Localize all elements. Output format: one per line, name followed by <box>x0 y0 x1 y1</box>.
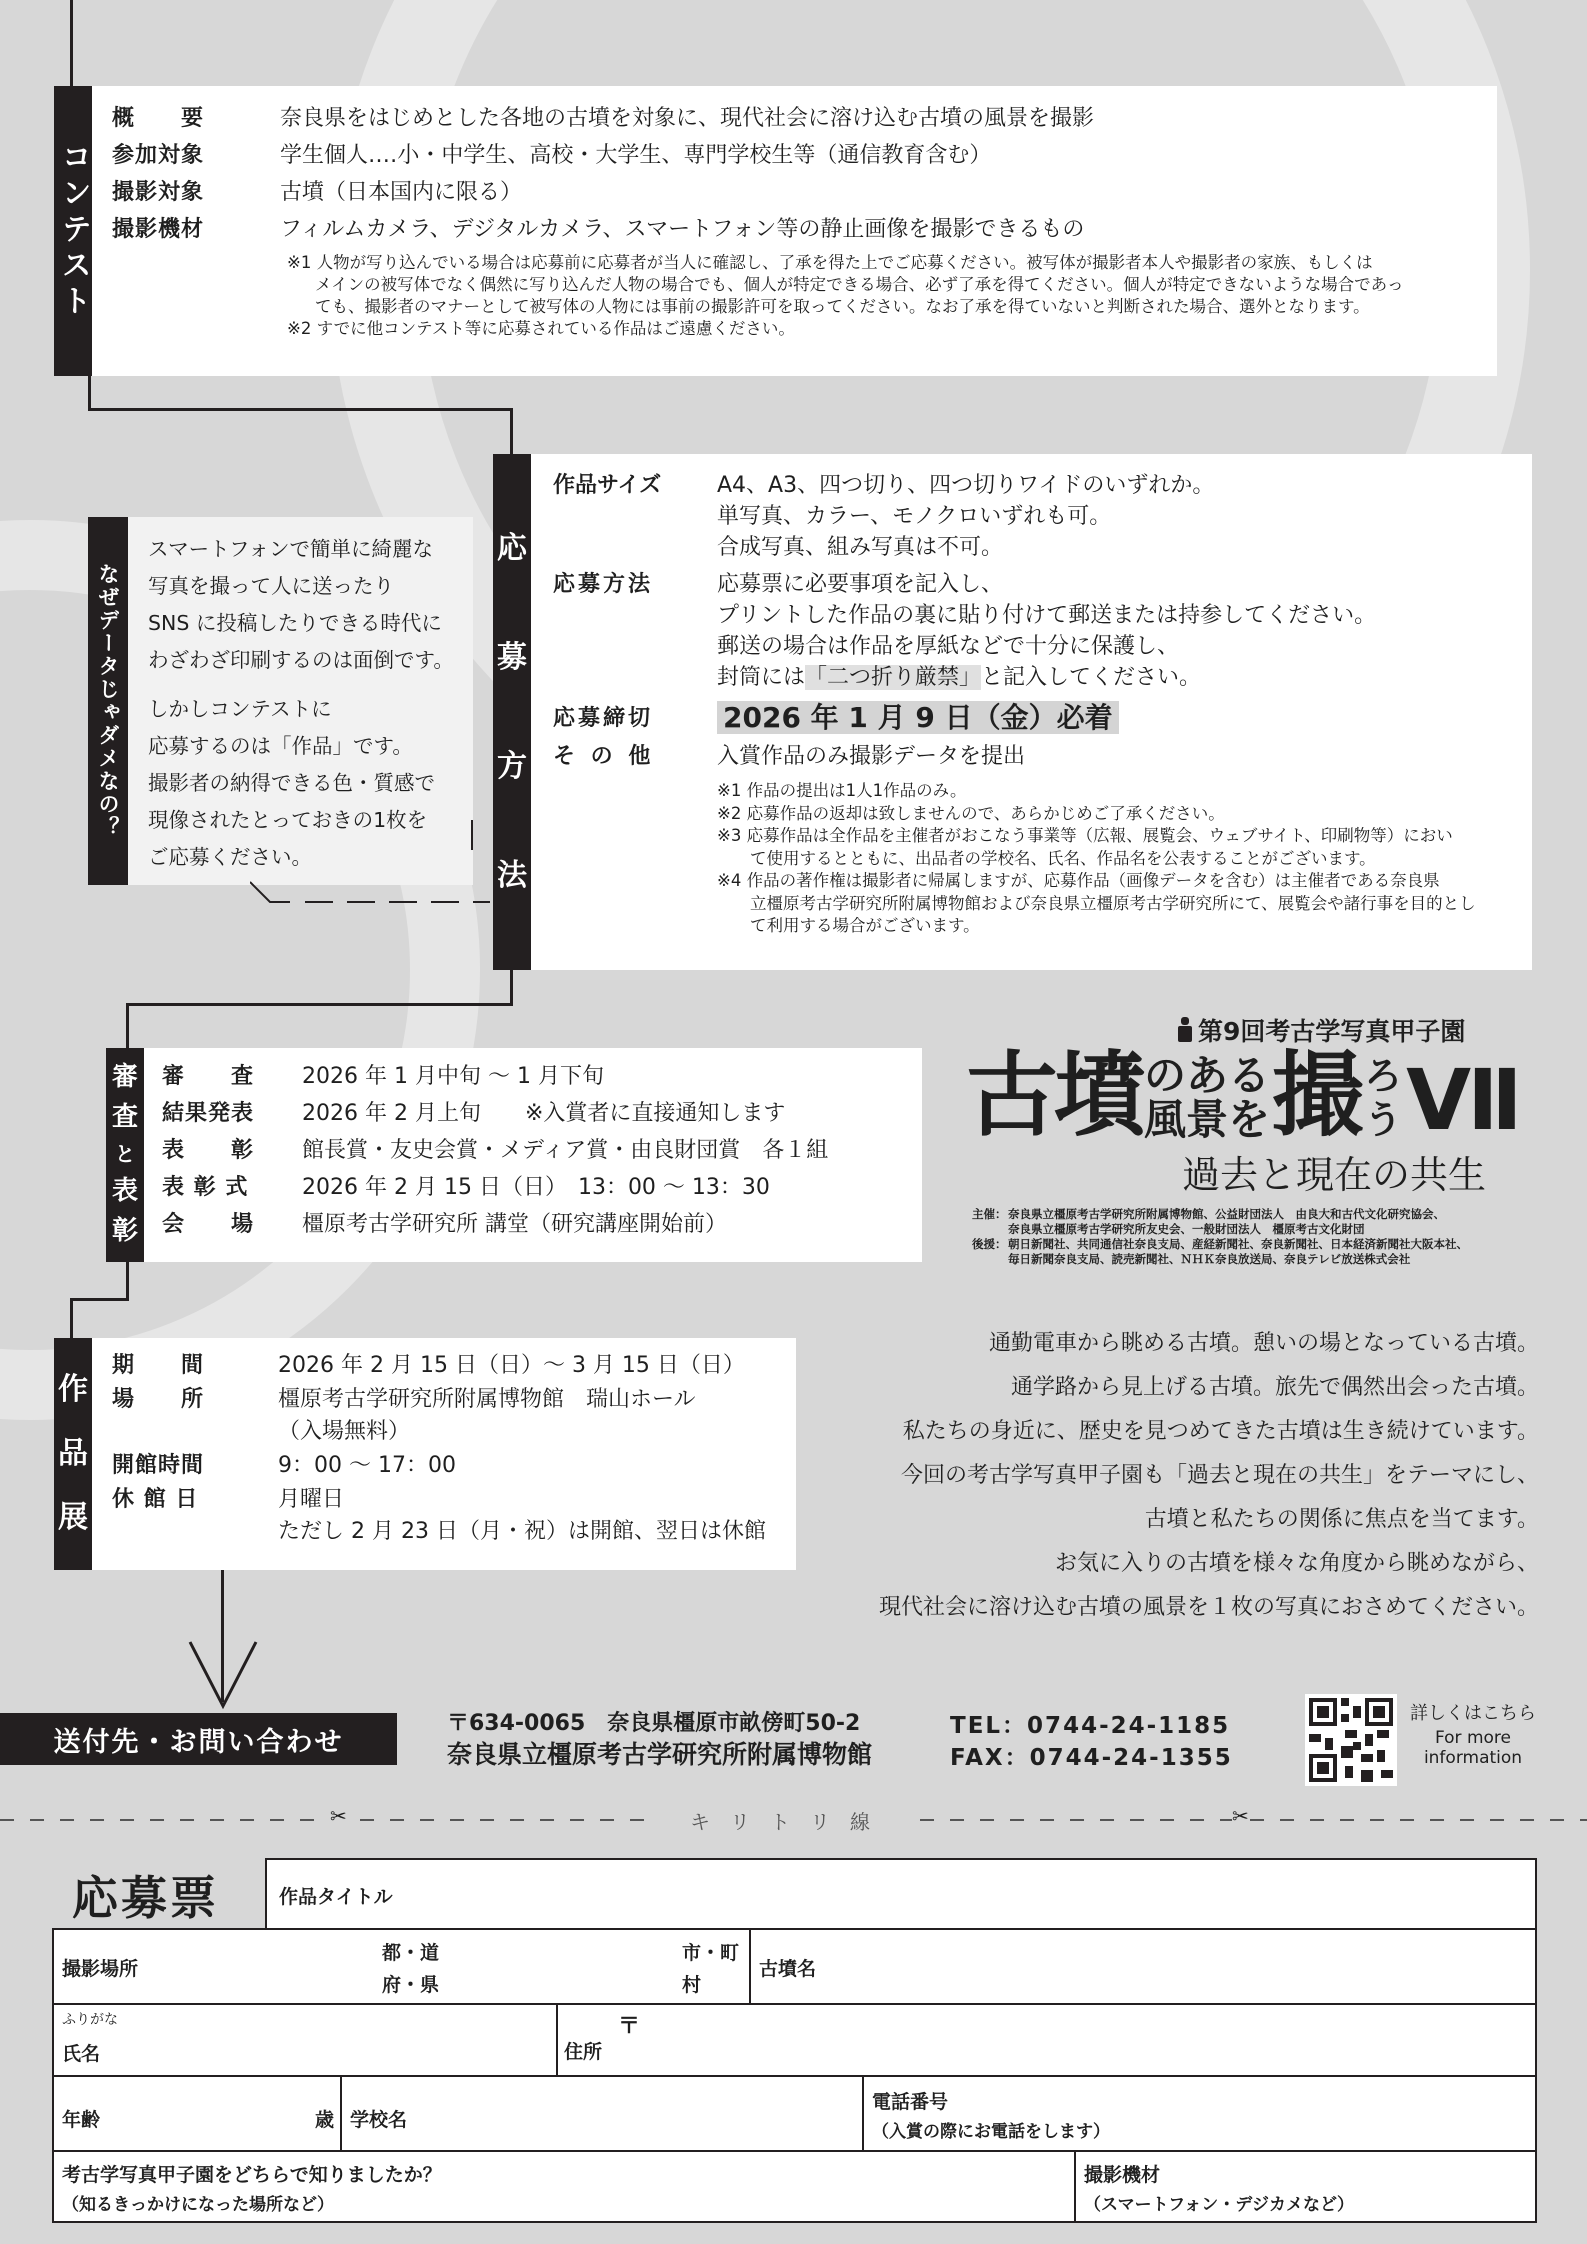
connector-line <box>510 408 513 454</box>
scissors-icon: ✂ <box>330 1804 347 1828</box>
form-row-location <box>54 1930 1535 2003</box>
exhibit-row-closed: 休 館 日 月曜日 ただし 2 月 23 日（月・祝）は開館、翌日は休館 <box>112 1487 766 1544</box>
connector-line <box>88 408 513 411</box>
contest-row: 参加対象 学生個人‥‥小・中学生、高校・大学生、専門学校生等（通信教育含む） <box>112 143 992 168</box>
contact-phones <box>950 1710 1233 1774</box>
edition-line: 第9回考古学写真甲子園 <box>966 1012 1546 1048</box>
title-block <box>966 1012 1546 1267</box>
contest-notes: ※1 人物が写り込んでいる場合は応募前に応募者が当人に確認し、了承を得た上でご応募ください。被写体が撮影者本人や撮影者の家族、もしくは メインの被写体でなく偶然に写り込んだ人物の場合でも、個人が特定できる場合、必ず了承を得てください。個人が特定できないような場合であっ ても、撮影者のマナーとして被写体の人物には事前の撮影許可を取ってください。なお了承を得ていないと判断された場合、選外となります。 ※2 すでに他コンテスト等に応募されている作品はご遠慮ください。 <box>287 253 1404 338</box>
form-row-age <box>54 2075 1535 2150</box>
connector-line <box>126 1003 513 1006</box>
contact-address: 〒634-0065 奈良県橿原市畝傍町50-2 奈良県立橿原考古学研究所附属博物館 <box>447 1711 873 1769</box>
form-row-source <box>54 2150 1535 2221</box>
connector-line <box>126 1003 129 1049</box>
section-label-text: コンテスト <box>55 141 91 321</box>
speech-bubble-tail <box>470 820 490 860</box>
form-row-name <box>54 2003 1535 2075</box>
section-label-apply: 応 募 方 法 <box>493 454 531 970</box>
device-field[interactable]: 撮影機材 （スマートフォン・デジカメなど） <box>1074 2152 1535 2221</box>
kofun-name-field[interactable]: 古墳名 <box>749 1930 1535 2003</box>
judging-row: 結果発表 2026 年 2 月上旬 ※入賞者に直接通知します <box>162 1101 786 1126</box>
connector-line <box>70 0 73 90</box>
fold-warning-highlight: 「二つ折り厳禁」 <box>805 665 982 690</box>
judging-row: 審 査 2026 年 1 月中旬 〜 1 月下旬 <box>162 1064 604 1089</box>
aside-body: スマートフォンで簡単に綺麗な 写真を撮って人に送ったり SNS に投稿したりできる時代に わざわざ印刷するのは面倒です。 しかしコンテストに 応募するのは「作品」です。 撮影者の納得できる色・質感で 現像されたとっておきの1枚を ご応募ください。 <box>148 537 454 869</box>
address-field[interactable]: 住所 〒 <box>556 2005 1535 2075</box>
connector-line <box>88 375 91 410</box>
cut-line-label: キ リ ト リ 線 <box>678 1806 882 1835</box>
work-title-field[interactable]: 作品タイトル <box>279 1886 393 1908</box>
arrow-down-icon <box>188 1640 258 1710</box>
fax: FAX：0744-24-1355 <box>950 1745 1233 1771</box>
section-label-judging: 審 査 と 表 彰 <box>106 1048 144 1262</box>
contact-label: 送付先・お問い合わせ <box>0 1713 397 1765</box>
judging-box <box>144 1048 922 1262</box>
qr-code-icon[interactable] <box>1305 1694 1397 1786</box>
exhibit-row-place: 場 所 橿原考古学研究所附属博物館 瑞山ホール （入場無料） <box>112 1387 696 1444</box>
tel[interactable]: TEL：0744-24-1185 <box>950 1713 1231 1739</box>
lead-text: 通勤電車から眺める古墳。憩いの場となっている古墳。 通学路から見上げる古墳。旅先で偶然出会った古墳。 私たちの身近に、歴史を見つめてきた古墳は生き続けています。 今回の考古学写真甲子園も「過去と現在の共生」をテーマにし、 古墳と私たちの関係に焦点を当てます。 お気に入りの古墳を様々な角度から眺めながら、 現代社会に溶け込む古墳の風景を１枚の写真におさめてください。 <box>878 1331 1539 1620</box>
exhibit-box <box>92 1338 796 1570</box>
subtitle: 過去と現在の共生 <box>1181 1153 1486 1197</box>
connector-line <box>510 970 513 1006</box>
apply-row-deadline: 応募締切 2026 年 1 月 9 日（金）必着 <box>553 699 1510 737</box>
location-field[interactable]: 撮影場所 都・道 府・県 市・町 村 <box>62 1942 740 1996</box>
scissors-icon: ✂ <box>1232 1804 1249 1828</box>
connector-line <box>70 1298 129 1301</box>
deadline-value: 2026 年 1 月 9 日（金）必着 <box>717 701 1119 734</box>
apply-row-size: 作品サイズ A4、A3、四つ切り、四つ切りワイドのいずれか。 単写真、カラー、モノクロいずれも可。 合成写真、組み写真は不可。 <box>553 473 1215 560</box>
how-known-field[interactable]: 考古学写真甲子園をどちらで知りましたか？ （知るきっかけになった場所など） <box>62 2164 442 2215</box>
entry-form-body <box>52 1928 1537 2223</box>
phone-field[interactable]: 電話番号 （入賞の際にお電話をします） <box>862 2077 1535 2150</box>
speech-bubble-dash <box>250 880 490 910</box>
exhibit-row-period: 期 間 2026 年 2 月 15 日（日）〜 3 月 15 日（日） <box>112 1353 745 1378</box>
aside-vertical-title: なぜデータじゃダメなの？ <box>88 517 128 885</box>
contest-box <box>92 86 1497 376</box>
school-field[interactable]: 学校名 <box>340 2077 862 2150</box>
entry-form <box>265 1858 1537 1928</box>
sponsors: 主催： 奈良県立橿原考古学研究所附属博物館、公益財団法人 由良大和古代文化研究協会、 奈良県立橿原考古学研究所友史会、一般財団法人 橿原考古文化財団 後援： 朝日新聞社、共同通信社奈良支局、産経新聞社、奈良新聞社、日本経済新聞社大阪本社、 毎日新聞奈良支局、読売新聞社、ＮＨＫ奈良放送局、奈良テレビ放送株式会社 <box>972 1207 1468 1266</box>
connector-line <box>126 1262 129 1300</box>
aside-box <box>88 517 473 885</box>
judging-row: 表 彰 式 2026 年 2 月 15 日（日） 13：00 〜 13：30 <box>162 1175 770 1200</box>
judging-row: 表 彰 館長賞・友史会賞・メディア賞・由良財団賞 各１組 <box>162 1138 829 1163</box>
apply-notes: ※1 作品の提出は1人1作品のみ。 ※2 応募作品の返却は致しませんので、あらかじめご了承ください。 ※3 応募作品は全作品を主催者がおこなう事業等（広報、展覧会、ウェブサイト、印刷物等）におい て使用するとともに、出品者の学校名、氏名、作品名を公表することがございます。 ※4 作品の著作権は撮影者に帰属しますが、応募作品（画像データを含む）は主催者である奈良県 立橿原考古学研究所附属博物館および奈良県立橿原考古学研究所にて、展覧会や諸行事を目的とし て利用する場合がございます。 <box>717 781 1476 935</box>
name-field[interactable]: ふりがな 氏名 <box>62 2012 118 2065</box>
connector-line <box>70 1298 73 1338</box>
exhibit-row-hours: 開館時間 9：00 〜 17：00 <box>112 1453 456 1478</box>
age-field[interactable]: 年齢 歳 <box>62 2109 334 2131</box>
contest-row: 概 要 奈良県をはじめとした各地の古墳を対象に、現代社会に溶け込む古墳の風景を撮影 <box>112 106 1095 131</box>
haniwa-icon <box>1176 1017 1194 1043</box>
section-label-contest <box>54 86 92 376</box>
cut-line <box>0 1806 1587 1832</box>
apply-box <box>531 454 1532 970</box>
apply-row-method: 応募方法 応募票に必要事項を記入し、 プリントした作品の裏に貼り付けて郵送または持参してください。 郵送の場合は作品を厚紙などで十分に保護し、 封筒には「二つ折り厳禁」と記入してください。 <box>553 572 1377 690</box>
judging-row: 会 場 橿原考古学研究所 講堂（研究講座開始前） <box>162 1212 727 1237</box>
qr-caption: 詳しくはこちら For more information <box>1410 1703 1536 1768</box>
contest-row: 撮影機材 フィルムカメラ、デジタルカメラ、スマートフォン等の静止画像を撮影できるもの <box>112 217 1085 242</box>
apply-row-other: そ の 他 入賞作品のみ撮影データを提出 <box>553 744 1026 769</box>
form-heading: 応募票 <box>72 1871 219 1925</box>
contest-row: 撮影対象 古墳（日本国内に限る） <box>112 180 523 205</box>
section-label-exhibit: 作 品 展 <box>54 1338 92 1570</box>
main-title: 古墳 のある 風景を 撮 ろ う Ⅶ <box>966 1042 1523 1149</box>
